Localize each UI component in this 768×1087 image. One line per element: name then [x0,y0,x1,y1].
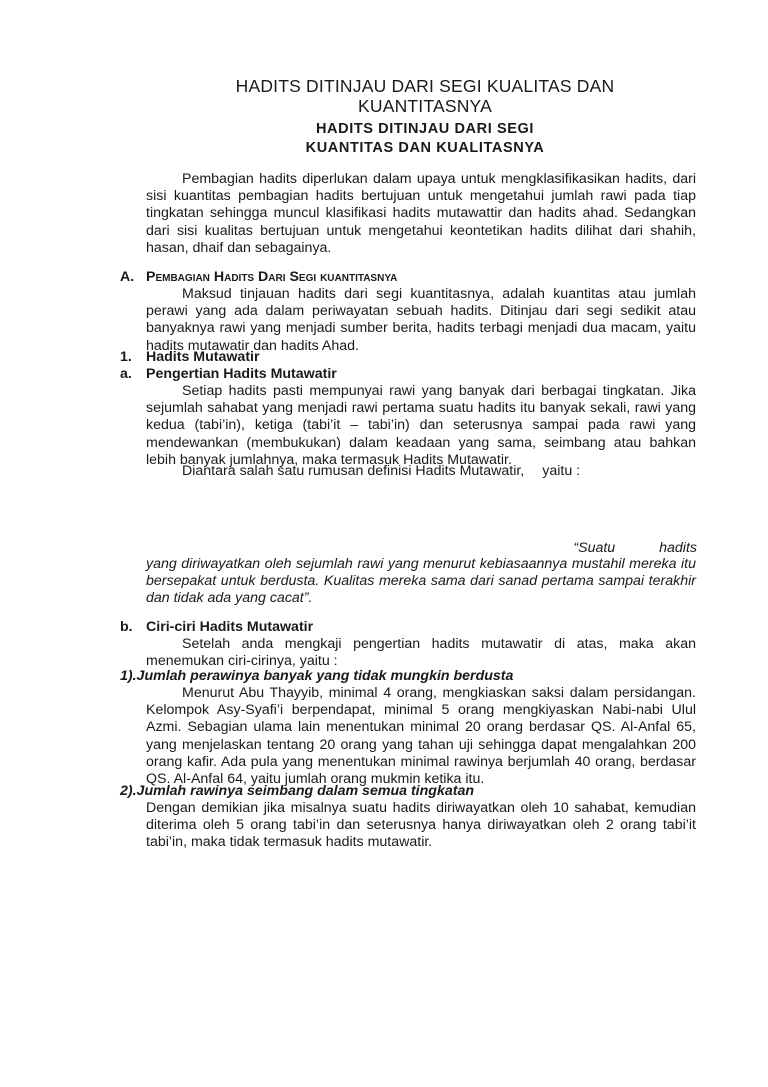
document-title-line-2: KUANTITASNYA [358,96,492,116]
ciri-2-paragraph: Dengan demikian jika misalnya suatu hadits diriwayatkan oleh 10 sahabat, kemudian diterima oleh 5 orang tabi’in dan seterusnya hanya diriwayatkan oleh 2 orang tabi’it tabi’in, maka tidak termasuk hadits mutawatir. [146,800,696,851]
quote-lead: “Suatu hadits [573,540,697,556]
ciri-2-heading: 2).Jumlah rawinya seimbang dalam semua tingkatan [120,783,475,799]
section-1-heading [120,349,260,366]
ciri-1-heading: 1).Jumlah perawinya banyak yang tidak mungkin berdusta [120,668,514,684]
document-subtitle-line-1: HADITS DITINJAU DARI SEGI [315,121,534,137]
definition-yaitu: yaitu : [542,463,581,479]
section-a-label: A. [120,269,135,285]
section-1b-title: Ciri-ciri Hadits Mutawatir [146,619,314,635]
section-1b-label: b. [120,619,133,635]
section-a-heading [120,269,397,286]
ciri-1-paragraph: Menurut Abu Thayyib, minimal 4 orang, mengkiaskan saksi dalam persidangan. Kelompok Asy-Syafi’i berpendapat, minimal 5 orang mengkiyaskan Nabi-nabi Ulul Azmi. Sebagian ulama lain menentukan minimal 20 orang berdasar QS. Al-Anfal 65, yang menjelaskan tentang 20 orang yang tahan uji sehingga dapat mengalahkan 200 orang kafir. Ada pula yang menentukan minimal rawinya berjumlah 40 orang, berdasar QS. Al-Anfal 64, yaitu jumlah orang mukmin ketika itu. [146,685,696,788]
document-subtitle [230,120,620,158]
section-1a-title: Pengertian Hadits Mutawatir [146,366,337,382]
section-1a-paragraph: Setiap hadits pasti mempunyai rawi yang banyak dari berbagai tingkatan. Jika sejumlah sahabat yang menjadi rawi pertama suatu hadits itu banyak sekali, rawi yang kedua (tabi’in), ketiga (tabi’it – tabi’in) dan seterusnya sampai pada rawi yang mendewankan (membukukan) dalam keadaan yang sama, seimbang atau bahkan lebih banyak jumlahnya, maka termasuk Hadits Mutawatir. [146,383,696,468]
document-title-line-1: HADITS DITINJAU DARI SEGI KUALITAS DAN [235,76,615,96]
section-1b-heading [120,619,313,636]
section-1b-paragraph: Setelah anda mengkaji pengertian hadits mutawatir di atas, maka akan menemukan ciri-cirinya, yaitu : [146,636,696,670]
document-subtitle-line-2: KUANTITAS DAN KUALITASNYA [305,140,545,156]
definition-intro: Diantara salah satu rumusan definisi Hadits Mutawatir, [182,463,525,479]
intro-paragraph: Pembagian hadits diperlukan dalam upaya untuk mengklasifikasikan hadits, dari sisi kuantitas pembagian hadits bertujuan untuk mengetahui jumlah rawi pada tiap tingkatan sehingga muncul klasifikasi hadits mutawattir dan hadits ahad. Sedangkan dari sisi kualitas bertujuan untuk mengetahui keontetikan hadits dilihat dari shahih, hasan, dhaif dan sebagainya. [146,171,696,256]
section-1-title: Hadits Mutawatir [146,349,260,365]
section-1-label: 1. [120,349,132,365]
section-1a-heading [120,366,337,383]
definition-intro-line [182,463,580,480]
section-1a-label: a. [120,366,132,382]
document-title [180,76,670,116]
quote-paragraph: yang diriwayatkan oleh sejumlah rawi yang menurut kebiasaannya mustahil mereka itu bersepakat untuk berdusta. Kualitas mereka sama dari sanad pertama sampai terakhir dan tidak ada yang cacat”. [146,556,696,607]
section-a-title: Pembagian Hadits Dari Segi kuantitasnya [146,269,398,285]
section-a-paragraph: Maksud tinjauan hadits dari segi kuantitasnya, adalah kuantitas atau jumlah perawi yang ada dalam periwayatan sebuah hadits. Ditinjau dari segi sedikit atau banyaknya rawi yang menjadi sumber berita, hadits terbagi menjadi dua macam, yaitu hadits mutawatir dan hadits Ahad. [146,286,696,354]
